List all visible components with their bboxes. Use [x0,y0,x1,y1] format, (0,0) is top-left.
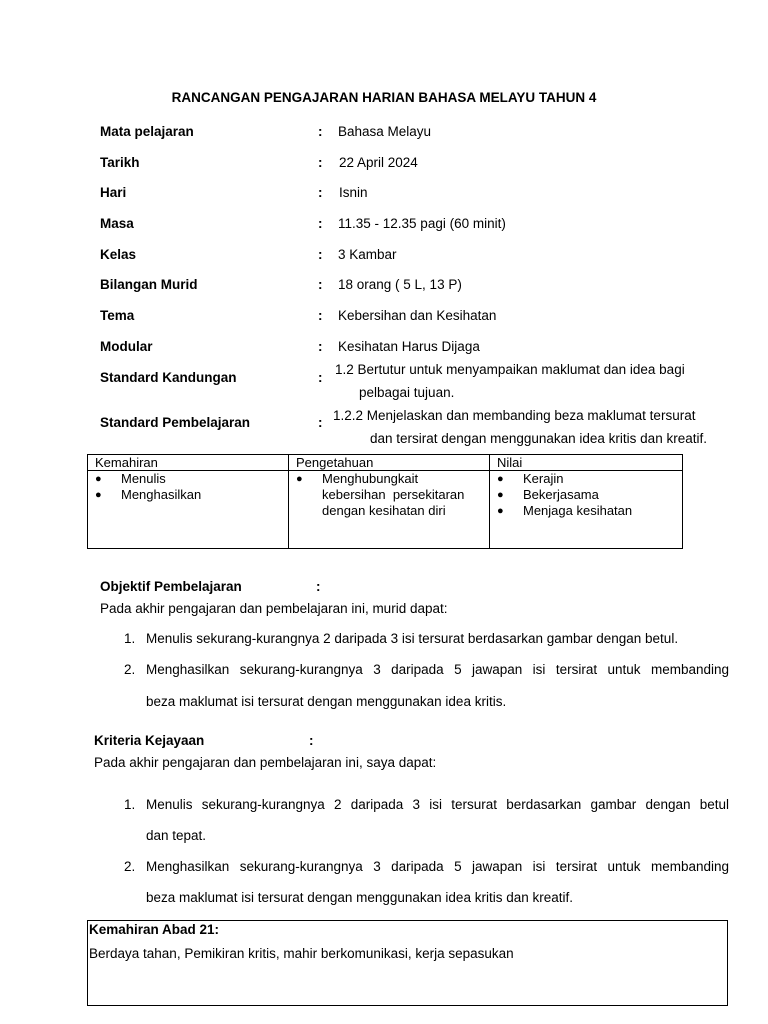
colon-tema: : [318,308,323,323]
kriteria-intro: Pada akhir pengajaran dan pembelajaran ini, saya dapat: [94,755,437,770]
bullet-icon: ● [497,505,504,517]
kriteria-item-2-cont: beza maklumat isi tersurat dengan menggunakan idea kritis dan kreatif. [146,890,573,905]
kriteria-colon: : [309,733,314,748]
colon-standard-pembelajaran: : [318,415,323,430]
label-tema: Tema [100,308,135,323]
kriteria-item-2: Menghasilkan sekurang-kurangnya 3 daripada 5 jawapan isi tersirat untuk membanding [146,859,729,874]
header-nilai: Nilai [490,455,683,471]
label-standard-pembelajaran: Standard Pembelajaran [100,415,251,430]
abad21-box [87,920,728,1006]
kriteria-label: Kriteria Kejayaan [94,733,205,748]
objektif-item-1: Menulis sekurang-kurangnya 2 daripada 3 isi tersurat berdasarkan gambar dengan betul. [146,631,679,646]
value-mata-pelajaran: Bahasa Melayu [338,124,432,139]
list-item: ● Menghubungkait [296,471,419,486]
value-masa: 11.35 - 12.35 pagi (60 minit) [338,216,506,231]
label-modular: Modular [100,339,153,354]
value-modular: Kesihatan Harus Dijaga [338,339,480,354]
value-bilangan-murid: 18 orang ( 5 L, 13 P) [338,277,462,292]
colon-tarikh: : [318,155,323,170]
value-standard-kandungan: 1.2 Bertutur untuk menyampaikan maklumat dan idea bagi [335,362,685,377]
list-item-cont: kebersihan persekitaran [322,487,465,502]
objektif-number-2: 2. [124,662,136,677]
label-tarikh: Tarikh [100,155,140,170]
colon-masa: : [318,216,323,231]
objektif-intro: Pada akhir pengajaran dan pembelajaran ini, murid dapat: [100,601,448,616]
kriteria-item-1-cont: dan tepat. [146,828,207,843]
list-item: ● Kerajin [497,471,564,486]
value-kelas: 3 Kambar [338,247,397,262]
bullet-icon: ● [296,473,303,485]
list-item-cont: dengan kesihatan diri [322,503,446,518]
list-item: ● Bekerjasama [497,487,599,502]
value-tema: Kebersihan dan Kesihatan [338,308,497,323]
value-standard-pembelajaran: 1.2.2 Menjelaskan dan membanding beza maklumat tersurat [333,408,696,423]
bullet-icon: ● [497,473,504,485]
document-title: RANCANGAN PENGAJARAN HARIAN BAHASA MELAYU TAHUN 4 [171,90,597,105]
kriteria-item-1: Menulis sekurang-kurangnya 2 daripada 3 isi tersurat berdasarkan gambar dengan betul [146,797,729,812]
abad21-text: Berdaya tahan, Pemikiran kritis, mahir berkomunikasi, kerja sepasukan [89,946,514,961]
label-mata-pelajaran: Mata pelajaran [100,124,194,139]
objektif-number-1: 1. [124,631,136,646]
kriteria-number-1: 1. [124,797,136,812]
value-hari: Isnin [339,185,368,200]
objektif-label: Objektif Pembelajaran [100,579,242,594]
colon-mata-pelajaran: : [318,124,323,139]
objektif-item-2: Menghasilkan sekurang-kurangnya 3 daripada 5 jawapan isi tersirat untuk membanding [146,662,729,677]
colon-hari: : [318,185,323,200]
header-pengetahuan: Pengetahuan [289,455,490,471]
colon-modular: : [318,339,323,354]
value-standard-pembelajaran-cont: dan tersirat dengan menggunakan idea kritis dan kreatif. [370,431,707,446]
bullet-icon: ● [95,473,102,485]
list-item: ● Menulis [95,471,166,486]
colon-kelas: : [318,247,323,262]
label-standard-kandungan: Standard Kandungan [100,370,237,385]
header-kemahiran: Kemahiran [88,455,289,471]
label-kelas: Kelas [100,247,137,262]
bullet-icon: ● [95,489,102,501]
list-item: ● Menghasilkan [95,487,202,502]
skills-table [87,454,683,549]
cell-pengetahuan [289,471,490,549]
list-item: ● Menjaga kesihatan [497,503,633,518]
objektif-item-2-cont: beza maklumat isi tersurat dengan menggunakan idea kritis. [146,694,507,709]
abad21-label: Kemahiran Abad 21: [89,922,220,937]
kriteria-number-2: 2. [124,859,136,874]
cell-kemahiran [88,471,289,549]
value-tarikh: 22 April 2024 [339,155,418,170]
cell-nilai [490,471,683,549]
objektif-colon: : [316,579,321,594]
value-standard-kandungan-cont: pelbagai tujuan. [359,385,455,400]
label-masa: Masa [100,216,134,231]
bullet-icon: ● [497,489,504,501]
colon-standard-kandungan: : [318,370,323,385]
colon-bilangan-murid: : [318,277,323,292]
label-hari: Hari [100,185,127,200]
label-bilangan-murid: Bilangan Murid [100,277,198,292]
